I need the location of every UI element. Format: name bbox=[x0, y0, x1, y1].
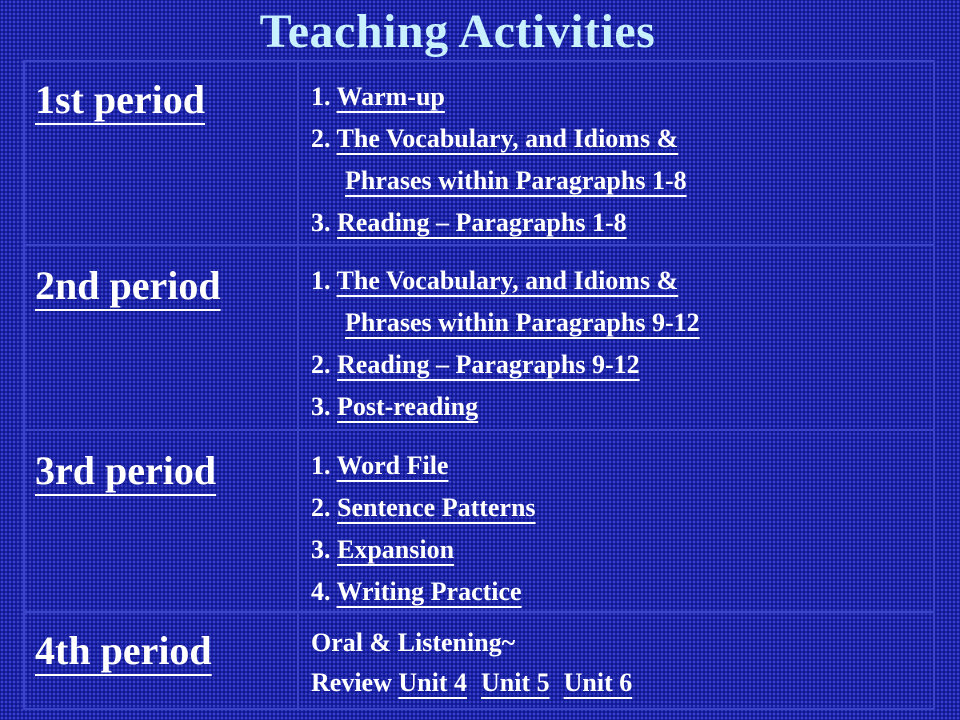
activity-list-2 bbox=[311, 260, 700, 428]
list-item bbox=[311, 76, 687, 118]
item-number: 2. bbox=[311, 493, 337, 522]
item-number: 3. bbox=[311, 392, 337, 421]
item-number: 1. bbox=[311, 266, 337, 295]
activity-link-vocabulary[interactable]: The Vocabulary, and Idioms & bbox=[336, 124, 679, 153]
activity-link-word-file[interactable]: Word File bbox=[336, 451, 449, 480]
period-label-1: 1st period bbox=[35, 77, 205, 122]
activity-link-post-reading[interactable]: Post-reading bbox=[337, 392, 479, 421]
item-number: 3. bbox=[311, 535, 337, 564]
item-number: 2. bbox=[311, 124, 337, 153]
activity-link-sentence-patterns[interactable]: Sentence Patterns bbox=[337, 493, 536, 522]
activity-list-1 bbox=[311, 76, 687, 244]
activity-link-expansion[interactable]: Expansion bbox=[337, 535, 455, 564]
slide-title: Teaching Activities bbox=[259, 5, 656, 58]
item-number: 4. bbox=[311, 577, 337, 606]
unit-4-link[interactable]: Unit 4 bbox=[398, 668, 467, 697]
list-item bbox=[311, 202, 687, 244]
period-row-1 bbox=[25, 62, 933, 244]
activity-link-reading[interactable]: Reading – Paragraphs 9-12 bbox=[337, 350, 640, 379]
period-label-2: 2nd period bbox=[35, 263, 221, 308]
activity-link-writing-practice[interactable]: Writing Practice bbox=[336, 577, 522, 606]
oral-listening-text: Oral & Listening~ bbox=[311, 628, 516, 657]
unit-5-link[interactable]: Unit 5 bbox=[480, 668, 550, 697]
list-item bbox=[311, 260, 700, 302]
list-item bbox=[311, 529, 536, 571]
item-number: 1. bbox=[311, 451, 337, 480]
activities-table bbox=[23, 60, 935, 710]
activity-link-warm-up[interactable]: Warm-up bbox=[336, 82, 445, 111]
activity-link-vocabulary[interactable]: The Vocabulary, and Idioms & bbox=[336, 266, 679, 295]
list-item bbox=[311, 386, 700, 428]
unit-6-link[interactable]: Unit 6 bbox=[563, 668, 633, 697]
activity-list-3 bbox=[311, 445, 536, 613]
activity-link-vocabulary-cont[interactable]: Phrases within Paragraphs 9-12 bbox=[345, 308, 700, 337]
list-item bbox=[311, 487, 536, 529]
period-row-4 bbox=[25, 611, 933, 710]
activity-list-4 bbox=[311, 623, 632, 703]
item-number: 3. bbox=[311, 208, 337, 237]
period-label-4: 4th period bbox=[35, 628, 212, 673]
item-number: 1. bbox=[311, 82, 337, 111]
activity-link-vocabulary-cont[interactable]: Phrases within Paragraphs 1-8 bbox=[345, 166, 687, 195]
list-item bbox=[311, 445, 536, 487]
period-row-3 bbox=[25, 429, 933, 613]
activity-link-reading[interactable]: Reading – Paragraphs 1-8 bbox=[337, 208, 627, 237]
period-label-3: 3rd period bbox=[35, 448, 217, 493]
item-number: 2. bbox=[311, 350, 337, 379]
list-item bbox=[311, 344, 700, 386]
review-label: Review bbox=[311, 668, 399, 697]
review-line bbox=[311, 663, 632, 703]
list-item bbox=[311, 118, 687, 160]
list-item bbox=[311, 302, 700, 344]
list-item bbox=[311, 571, 536, 613]
period-row-2 bbox=[25, 244, 933, 431]
list-item bbox=[311, 160, 687, 202]
